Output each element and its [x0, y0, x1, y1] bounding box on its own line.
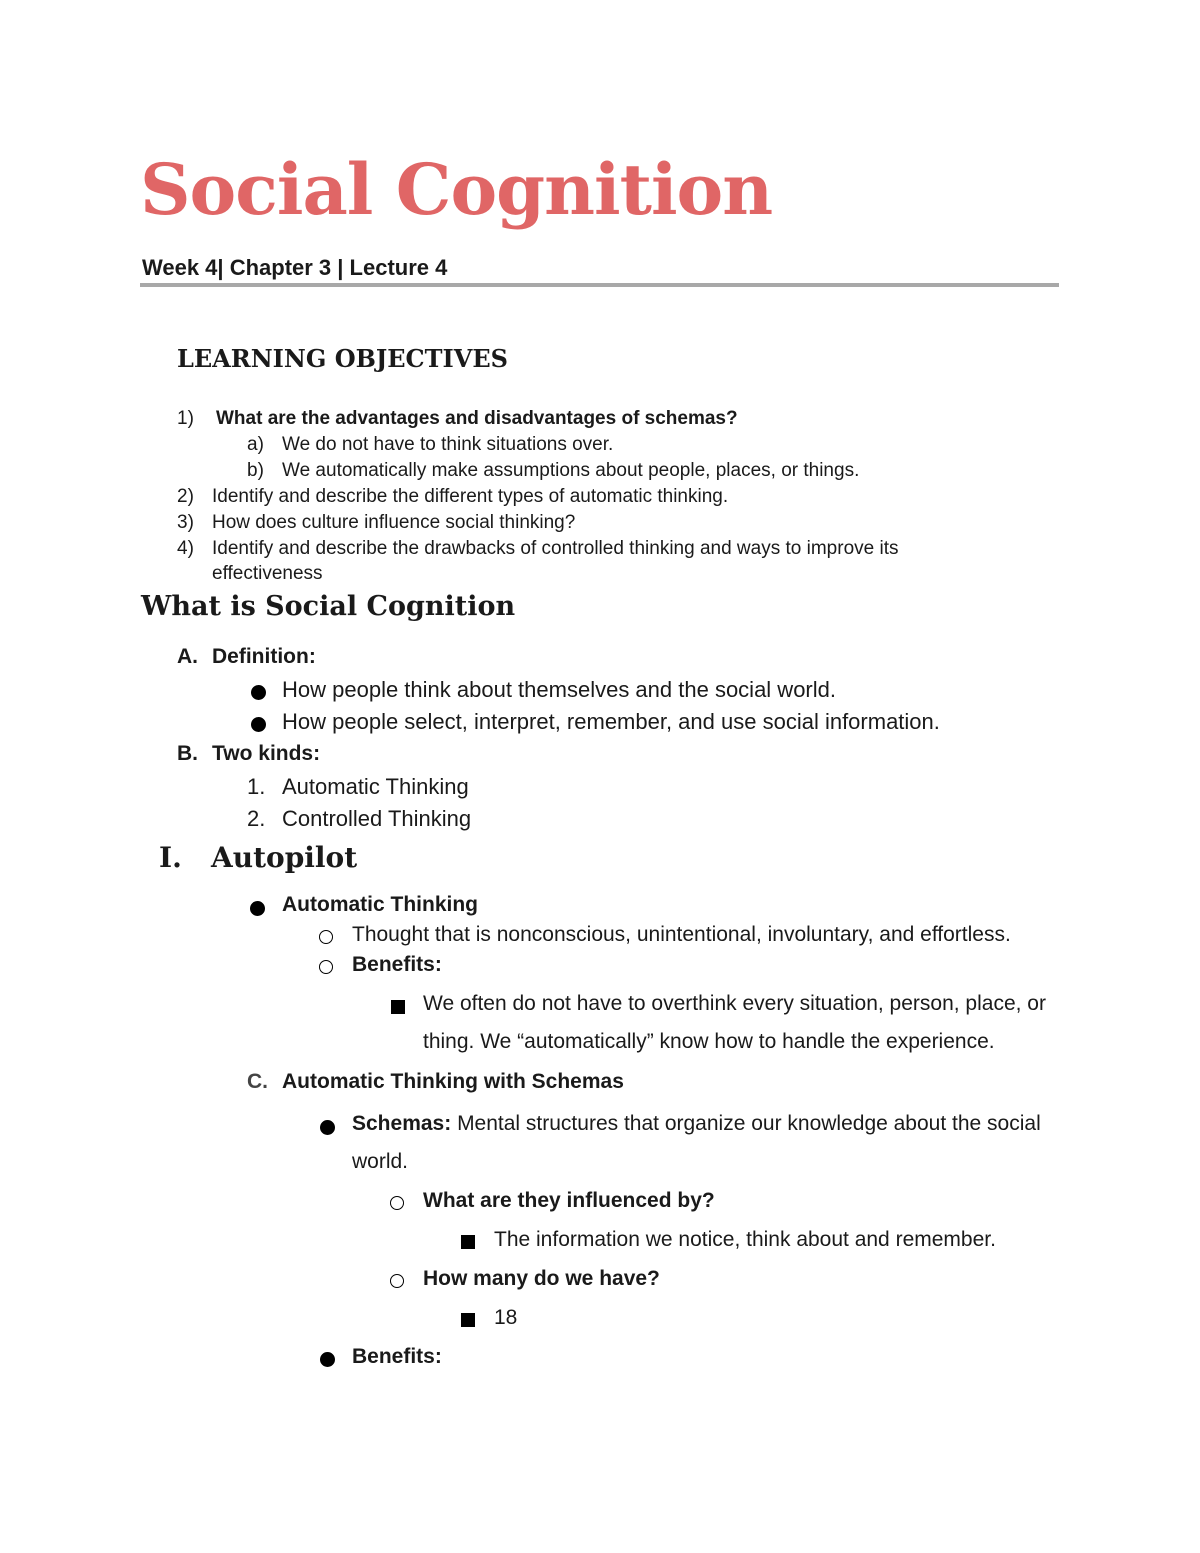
schemas-answer: 18 [494, 1306, 518, 1329]
objective-number: 2) [177, 486, 194, 507]
bullet-disc-icon [250, 901, 265, 916]
schemas-definition [352, 1112, 1041, 1136]
objective-text: How does culture influence social thinking? [212, 512, 576, 533]
bullet-circle-icon [390, 1274, 404, 1288]
definition-bullet-text: How people think about themselves and the social world. [282, 677, 836, 702]
document-title: Social Cognition [140, 148, 773, 231]
objective-number: 3) [177, 512, 194, 533]
section-heading-autopilot: Autopilot [211, 841, 358, 874]
definition-bullet-text: How people select, interpret, remember, and use social information. [282, 709, 940, 734]
schemas-definition-continued: world. [352, 1150, 409, 1173]
bullet-disc-icon [251, 717, 266, 732]
schemas-question: How many do we have? [423, 1267, 660, 1290]
objective-text: Identify and describe the different types of automatic thinking. [212, 486, 729, 507]
automatic-thinking-label: Automatic Thinking [282, 893, 478, 916]
objective-text-continued: effectiveness [212, 563, 323, 584]
objective-number: 4) [177, 538, 194, 559]
objective-subletter: a) [247, 434, 264, 455]
outline-marker-a: A. [177, 645, 198, 668]
two-kinds-label: Two kinds: [212, 742, 321, 765]
objective-text: What are the advantages and disadvantages of schemas? [216, 408, 738, 429]
bullet-square-icon [391, 1000, 405, 1014]
benefits-label: Benefits: [352, 1345, 442, 1368]
benefit-text-continued: thing. We “automatically” know how to handle the experience. [423, 1030, 995, 1053]
schemas-term: Schemas: [352, 1112, 452, 1135]
objective-subtext: We do not have to think situations over. [282, 434, 614, 455]
automatic-thinking-definition: Thought that is nonconscious, unintentional, involuntary, and effortless. [352, 923, 1011, 946]
bullet-circle-icon [390, 1196, 404, 1210]
roman-marker: I. [159, 841, 182, 874]
bullet-disc-icon [251, 685, 266, 700]
bullet-square-icon [461, 1313, 475, 1327]
bullet-circle-icon [319, 930, 333, 944]
definition-label: Definition: [212, 645, 316, 668]
bullet-disc-icon [320, 1352, 335, 1367]
bullet-circle-icon [319, 960, 333, 974]
outline-marker-b: B. [177, 742, 198, 765]
outline-marker-c: C. [247, 1070, 268, 1093]
objective-subletter: b) [247, 460, 264, 481]
schemas-definition-text: Mental structures that organize our knowledge about the social [457, 1112, 1041, 1135]
schemas-answer: The information we notice, think about and remember. [494, 1228, 996, 1251]
kind-number: 2. [247, 806, 266, 831]
section-heading-what-is: What is Social Cognition [141, 591, 516, 622]
kind-text: Automatic Thinking [282, 774, 469, 799]
bullet-square-icon [461, 1235, 475, 1249]
bullet-disc-icon [320, 1120, 335, 1135]
benefit-text: We often do not have to overthink every situation, person, place, or [423, 992, 1046, 1015]
objective-subtext: We automatically make assumptions about people, places, or things. [282, 460, 860, 481]
kind-number: 1. [247, 774, 266, 799]
title-divider [140, 283, 1059, 287]
kind-text: Controlled Thinking [282, 806, 472, 831]
schemas-question: What are they influenced by? [423, 1189, 715, 1212]
objective-text: Identify and describe the drawbacks of controlled thinking and ways to improve its [212, 538, 899, 559]
objective-number: 1) [177, 408, 194, 429]
document-subtitle: Week 4| Chapter 3 | Lecture 4 [142, 255, 448, 280]
benefits-label: Benefits: [352, 953, 442, 976]
objectives-heading: LEARNING OBJECTIVES [177, 344, 508, 373]
schemas-section-label: Automatic Thinking with Schemas [282, 1070, 624, 1093]
